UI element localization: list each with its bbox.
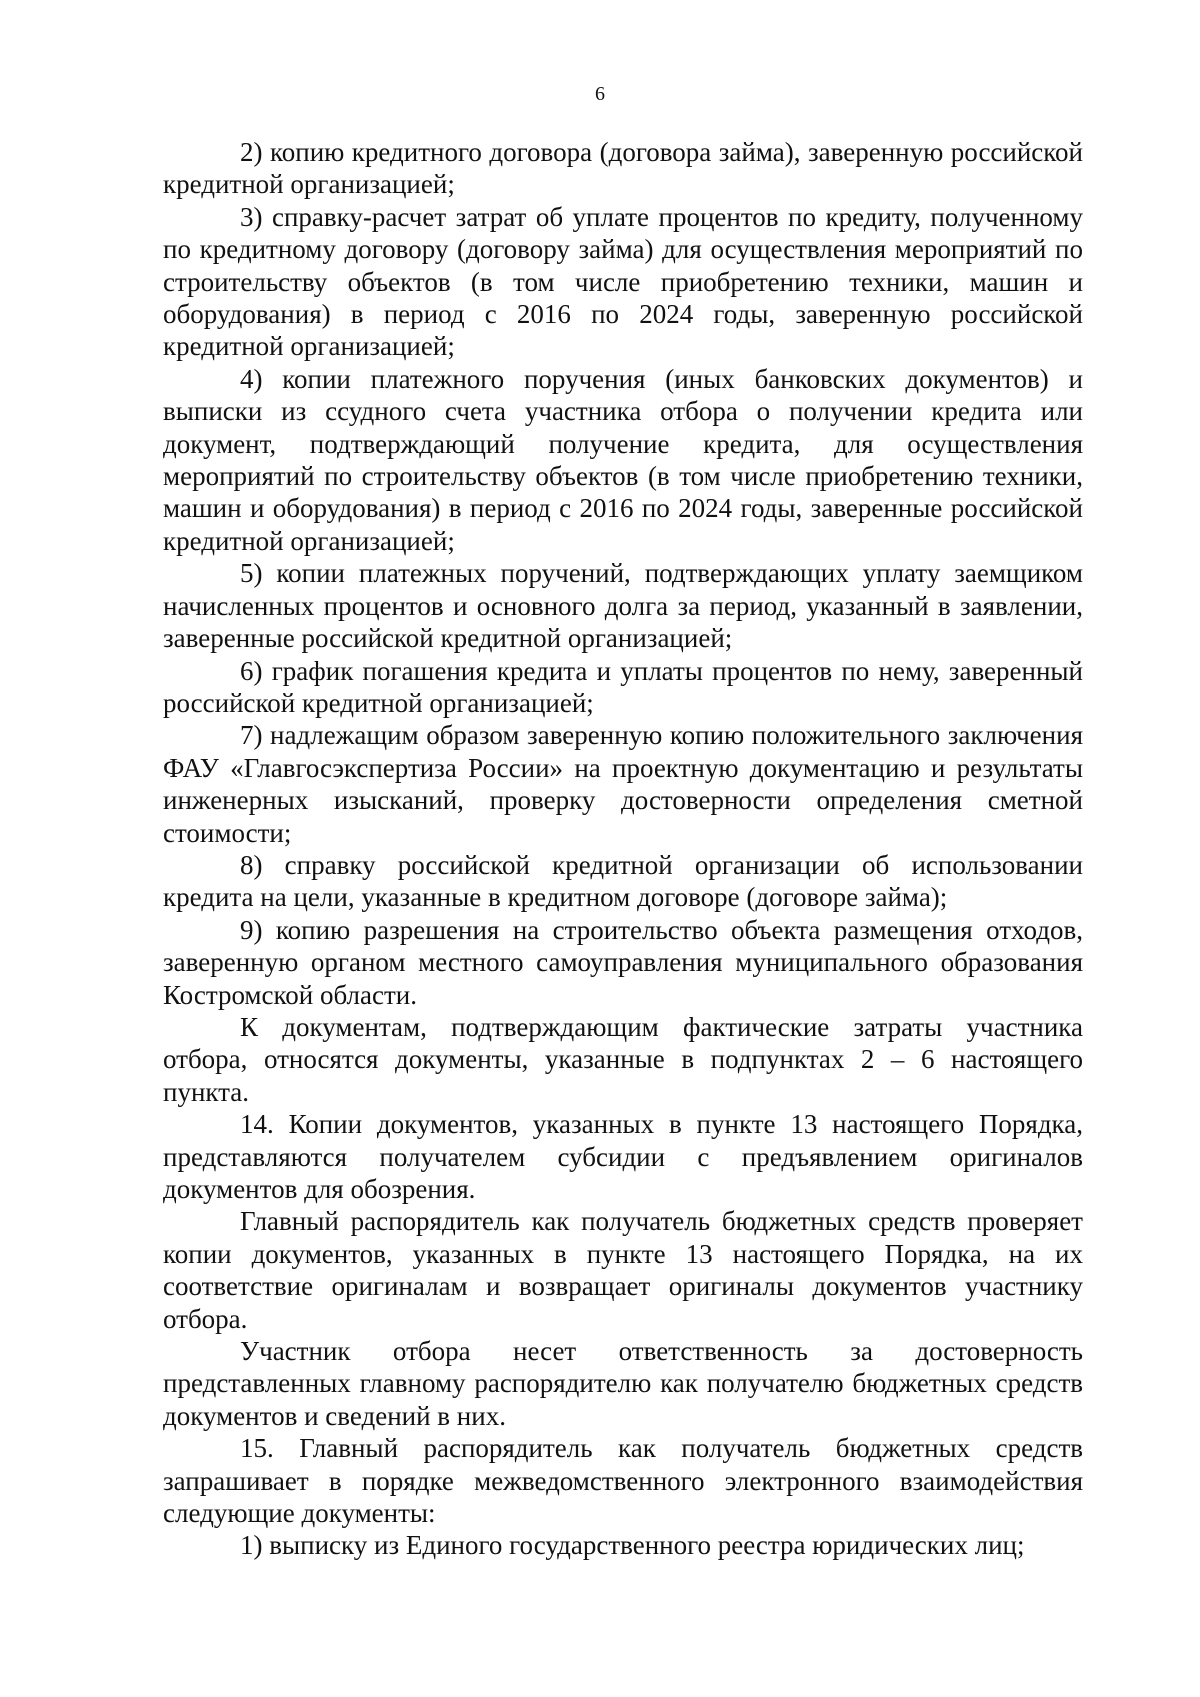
paragraph-item-9: 9) копию разрешения на строительство объекта размещения отходов, заверенную органом местного самоуправления муниципального образования Костромской области. [163,914,1083,1010]
paragraph-item-5: 5) копии платежных поручений, подтверждающих уплату заемщиком начисленных процентов и основного долга за период, указанный в заявлении, заверенные российской кредитной организацией; [163,558,1083,654]
paragraph-item-2: 2) копию кредитного договора (договора займа), заверенную российской кредитной организацией; [163,137,1083,200]
paragraph-clause-14: 14. Копии документов, указанных в пункте 13 настоящего Порядка, представляются получателем субсидии с предъявлением оригиналов документов для обозрения. [163,1109,1083,1204]
paragraph-responsibility: Участник отбора несет ответственность за достоверность представленных главному распорядителю как получателю бюджетных средств документов и сведений в них. [163,1336,1083,1431]
paragraph-item-8: 8) справку российской кредитной организации об использовании кредита на цели, указанные в кредитном договоре (договоре займа); [163,849,1083,913]
document-body [163,136,1083,1562]
paragraph-item-6: 6) график погашения кредита и уплаты процентов по нему, заверенный российской кредитной организацией; [163,655,1083,718]
paragraph-verification: Главный распорядитель как получатель бюджетных средств проверяет копии документов, указанных в пункте 13 настоящего Порядка, на их соответствие оригиналам и возвращает оригиналы документов участнику отбора. [163,1206,1083,1334]
paragraph-item-3: 3) справку-расчет затрат об уплате процентов по кредиту, полученному по кредитному договору (договору займа) для осуществления мероприятий по строительству объектов (в том числе приобретению техники, машин и оборудования) в период с 2016 по 2024 годы, заверенную российской кредитной организацией; [163,201,1083,362]
paragraph-supporting-documents: К документам, подтверждающим фактические затраты участника отбора, относятся документы, указанные в подпунктах 2 – 6 настоящего пункта. [163,1011,1083,1107]
page-number: 6 [595,83,605,105]
paragraph-item-4: 4) копии платежного поручения (иных банковских документов) и выписки из ссудного счета участника отбора о получении кредита или документ, подтверждающий получение кредита, для осуществления мероприятий по строительству объектов (в том числе приобретению техники, машин и оборудования) в период с 2016 по 2024 годы, заверенные российской кредитной организацией; [163,363,1083,556]
paragraph-clause-15: 15. Главный распорядитель как получатель бюджетных средств запрашивает в порядке межведомственного электронного взаимодействия следующие документы: [163,1433,1083,1529]
paragraph-item-7: 7) надлежащим образом заверенную копию положительного заключения ФАУ «Главгосэкспертиза России» на проектную документацию и результаты инженерных изысканий, проверку достоверности определения сметной стоимости; [163,720,1083,848]
paragraph-registry-extract: 1) выписку из Единого государственного реестра юридических лиц; [240,1530,1025,1561]
